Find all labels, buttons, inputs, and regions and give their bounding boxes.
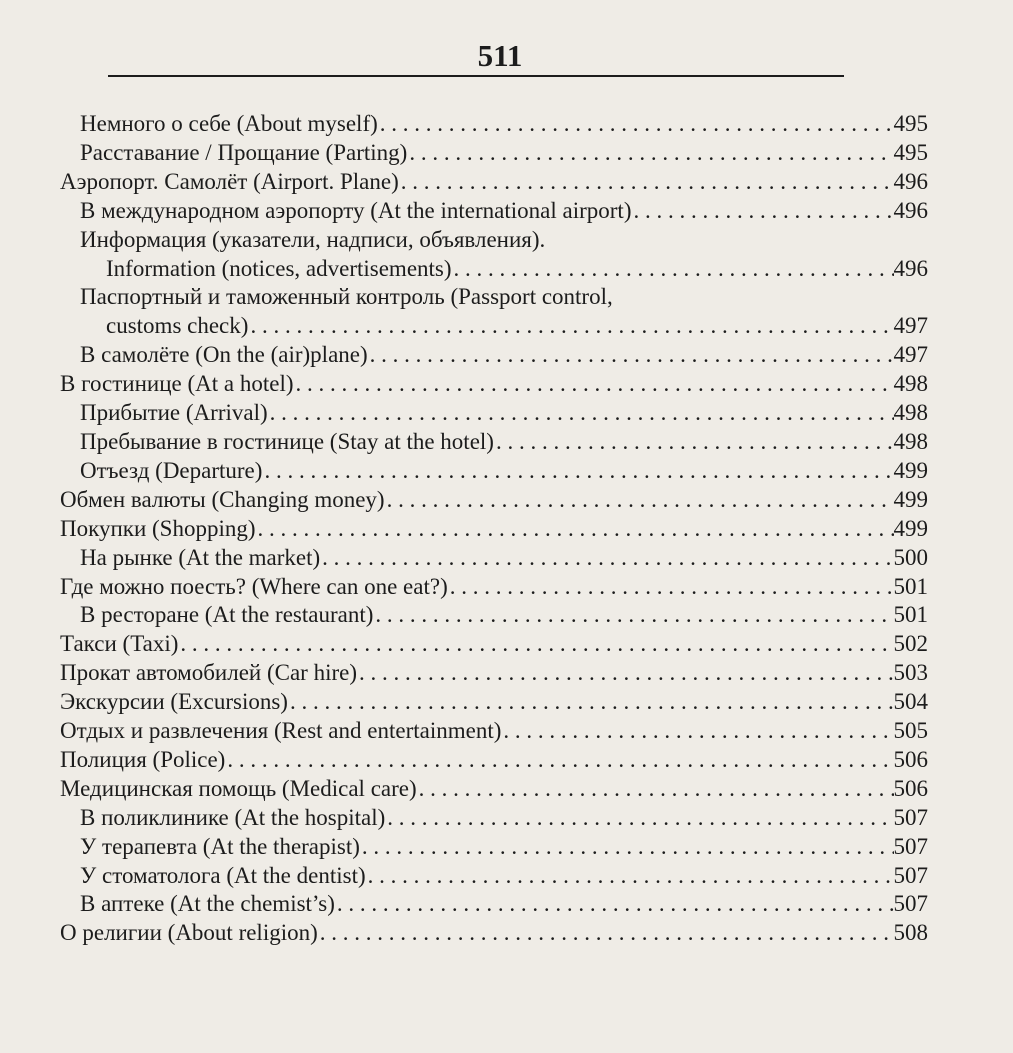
- dot-leader: [368, 341, 894, 370]
- toc-entry: [60, 746, 928, 775]
- toc-entry-title: Прокат автомобилей (Car hire): [60, 660, 358, 686]
- dot-leader: [385, 486, 894, 515]
- toc-entry-page: 506: [893, 746, 928, 772]
- dot-leader: [501, 717, 893, 746]
- toc-entry-title: Обмен валюты (Changing money): [60, 486, 385, 512]
- dot-leader: [320, 544, 893, 573]
- dot-leader: [268, 399, 894, 428]
- toc-entry-page: 501: [893, 573, 928, 599]
- toc-entry-title: Расставание / Прощание (Parting): [80, 139, 408, 165]
- toc-entry: [60, 428, 928, 457]
- dot-leader: [262, 457, 893, 486]
- toc-entry-page: 505: [893, 718, 928, 744]
- toc-entry-title: Information (notices, advertisements): [106, 255, 452, 281]
- toc-entry: [60, 370, 928, 399]
- toc-entry-title: Отдых и развлечения (Rest and entertainment): [60, 718, 502, 744]
- dot-leader: [248, 312, 893, 341]
- toc-entry-heading: Паспортный и таможенный контроль (Passport control,: [80, 284, 613, 310]
- toc-entry-title: В самолёте (On the (air)plane): [80, 342, 368, 368]
- toc-entry: [60, 312, 928, 341]
- toc-entry: [60, 919, 928, 948]
- header-rule: [108, 75, 844, 77]
- toc-entry-title: Аэропорт. Самолёт (Airport. Plane): [60, 168, 399, 194]
- toc-entry-title: Медицинская помощь (Medical care): [60, 775, 417, 801]
- dot-leader: [288, 688, 894, 717]
- dot-leader: [373, 601, 893, 630]
- toc-entry: [60, 717, 928, 746]
- toc-entry-title: customs check): [106, 313, 249, 339]
- toc-entry: [60, 804, 928, 833]
- toc-entry-page: 507: [893, 804, 928, 830]
- toc-entry-page: 507: [893, 891, 928, 917]
- toc-entry-title: На рынке (At the market): [80, 544, 321, 570]
- page-number: 511: [477, 38, 523, 73]
- toc-entry: [60, 255, 928, 284]
- toc-entry-title: Покупки (Shopping): [60, 515, 256, 541]
- table-of-contents: [60, 110, 928, 948]
- dot-leader: [335, 890, 894, 919]
- dot-leader: [407, 139, 893, 168]
- toc-entry-title: У стоматолога (At the dentist): [80, 862, 366, 888]
- toc-entry-page: 504: [893, 689, 928, 715]
- toc-entry-page: 502: [893, 631, 928, 657]
- toc-entry-page: 498: [893, 400, 928, 426]
- toc-entry-title: О религии (About religion): [60, 920, 318, 946]
- dot-leader: [360, 833, 894, 862]
- toc-entry: [60, 197, 928, 226]
- dot-leader: [318, 919, 894, 948]
- toc-entry: [60, 601, 928, 630]
- dot-leader: [494, 428, 894, 457]
- toc-entry: [60, 486, 928, 515]
- toc-entry-page: 495: [893, 139, 928, 165]
- toc-entry-page: 499: [893, 457, 928, 483]
- toc-entry: [60, 775, 928, 804]
- toc-entry: [60, 890, 928, 919]
- toc-entry: [60, 168, 928, 197]
- toc-entry: [60, 139, 928, 168]
- toc-entry-page: 495: [893, 111, 928, 136]
- dot-leader: [378, 110, 894, 139]
- dot-leader: [357, 659, 893, 688]
- toc-entry-title: В гостинице (At a hotel): [60, 371, 294, 397]
- toc-entry-title: В поликлинике (At the hospital): [80, 804, 386, 830]
- toc-entry-page: 498: [893, 428, 928, 454]
- dot-leader: [452, 255, 894, 284]
- toc-entry-page: 498: [893, 371, 928, 397]
- toc-entry: [60, 573, 928, 602]
- dot-leader: [366, 862, 894, 891]
- toc-entry: [60, 659, 928, 688]
- toc-entry: [60, 544, 928, 573]
- toc-entry-page: 506: [893, 775, 928, 801]
- toc-entry-title: Прибытие (Arrival): [80, 400, 268, 426]
- toc-entry-title: Полиция (Police): [60, 746, 226, 772]
- toc-entry-title: В ресторане (At the restaurant): [80, 602, 374, 628]
- toc-entry: [60, 630, 928, 659]
- toc-entry: [60, 833, 928, 862]
- dot-leader: [385, 804, 893, 833]
- toc-entry: [60, 341, 928, 370]
- toc-entry-page: 508: [893, 920, 928, 946]
- toc-entry-page: 500: [893, 544, 928, 570]
- toc-entry-title: Немного о себе (About myself): [80, 111, 378, 136]
- toc-entry-title: Где можно поесть? (Where can one eat?): [60, 573, 448, 599]
- toc-entry-page: 496: [893, 255, 928, 281]
- dot-leader: [225, 746, 893, 775]
- toc-entry: [60, 399, 928, 428]
- toc-entry: [60, 688, 928, 717]
- toc-entry: [60, 515, 928, 544]
- toc-entry-page: 499: [893, 486, 928, 512]
- dot-leader: [399, 168, 894, 197]
- dot-leader: [256, 515, 894, 544]
- toc-entry-title: Отъезд (Departure): [80, 457, 263, 483]
- toc-entry-title: В аптеке (At the chemist’s): [80, 891, 335, 917]
- toc-entry-title: В международном аэропорту (At the international airport): [80, 197, 632, 223]
- toc-entry-page: 507: [893, 833, 928, 859]
- toc-entry-title: У терапевта (At the therapist): [80, 833, 360, 859]
- toc-entry-page: 503: [893, 660, 928, 686]
- dot-leader: [417, 775, 894, 804]
- toc-entry-title: Экскурсии (Excursions): [60, 689, 288, 715]
- toc-entry-page: 496: [893, 168, 928, 194]
- toc-entry-page: 496: [893, 197, 928, 223]
- toc-entry-page: 499: [893, 515, 928, 541]
- toc-entry-page: 497: [893, 313, 928, 339]
- toc-entry-heading: Информация (указатели, надписи, объявления).: [80, 226, 546, 252]
- dot-leader: [631, 197, 893, 226]
- toc-entry-page: 497: [893, 342, 928, 368]
- toc-entry: [60, 862, 928, 891]
- toc-entry-title: Пребывание в гостинице (Stay at the hotel): [80, 428, 494, 454]
- dot-leader: [178, 630, 893, 659]
- toc-entry-page: 507: [893, 862, 928, 888]
- dot-leader: [294, 370, 894, 399]
- toc-entry: [60, 457, 928, 486]
- toc-entry: [60, 110, 928, 139]
- toc-entry-title: Такси (Taxi): [60, 631, 179, 657]
- toc-entry-page: 501: [893, 602, 928, 628]
- dot-leader: [448, 573, 894, 602]
